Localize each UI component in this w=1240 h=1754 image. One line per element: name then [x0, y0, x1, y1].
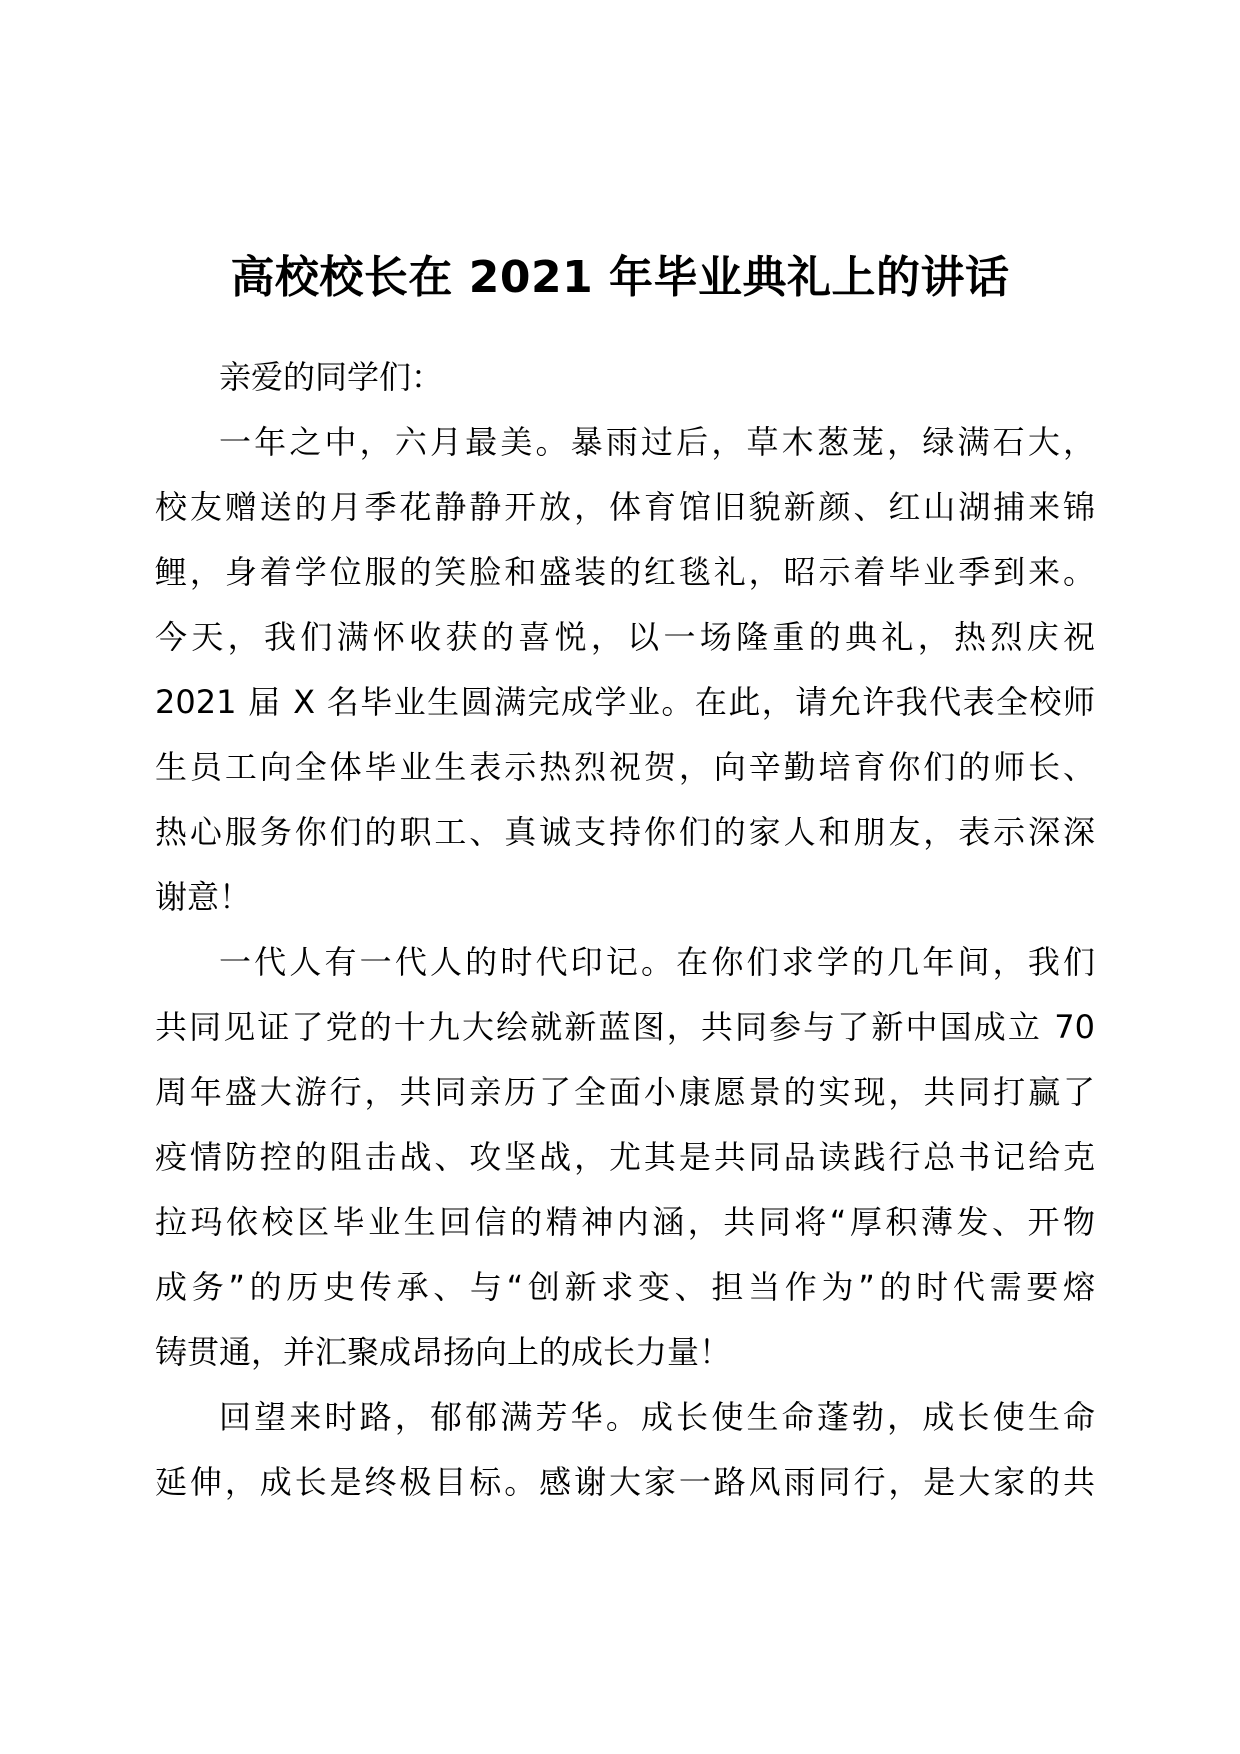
paragraph-line: 鲤，身着学位服的笑脸和盛装的红毯礼，昭示着毕业季到来。 [155, 553, 1095, 591]
paragraph-line: 校友赠送的月季花静静开放，体育馆旧貌新颜、红山湖捕来锦 [155, 488, 1095, 526]
paragraph-line: 热心服务你们的职工、真诚支持你们的家人和朋友，表示深深 [155, 813, 1095, 851]
paragraph-line: 拉玛依校区毕业生回信的精神内涵，共同将“厚积薄发、开物 [155, 1203, 1095, 1241]
paragraph-line: 疫情防控的阻击战、攻坚战，尤其是共同品读践行总书记给克 [155, 1138, 1095, 1176]
paragraph-line: 共同见证了党的十九大绘就新蓝图，共同参与了新中国成立 70 [155, 1008, 1095, 1046]
paragraph-line: 2021 届 X 名毕业生圆满完成学业。在此，请允许我代表全校师 [155, 683, 1095, 721]
paragraph-line: 生员工向全体毕业生表示热烈祝贺，向辛勤培育你们的师长、 [155, 748, 1095, 786]
paragraph-line: 谢意！ [155, 878, 252, 916]
paragraph-line: 今天，我们满怀收获的喜悦，以一场隆重的典礼，热烈庆祝 [155, 618, 1095, 656]
paragraph-line: 回望来时路，郁郁满芳华。成长使生命蓬勃，成长使生命 [219, 1398, 1095, 1436]
document-body [155, 345, 1095, 1515]
paragraph-line: 成务”的历史传承、与“创新求变、担当作为”的时代需要熔 [155, 1268, 1095, 1306]
paragraph-line: 铸贯通，并汇聚成昂扬向上的成长力量！ [155, 1333, 732, 1371]
salutation: 亲爱的同学们： [219, 358, 444, 396]
paragraph-line: 延伸，成长是终极目标。感谢大家一路风雨同行，是大家的共 [155, 1463, 1095, 1501]
document-title: 高校校长在 2021 年毕业典礼上的讲话 [230, 252, 1010, 303]
paragraph-line: 一年之中，六月最美。暴雨过后，草木葱茏，绿满石大， [219, 423, 1095, 461]
paragraph-line: 周年盛大游行，共同亲历了全面小康愿景的实现，共同打赢了 [155, 1073, 1095, 1111]
paragraph-line: 一代人有一代人的时代印记。在你们求学的几年间，我们 [219, 943, 1095, 981]
